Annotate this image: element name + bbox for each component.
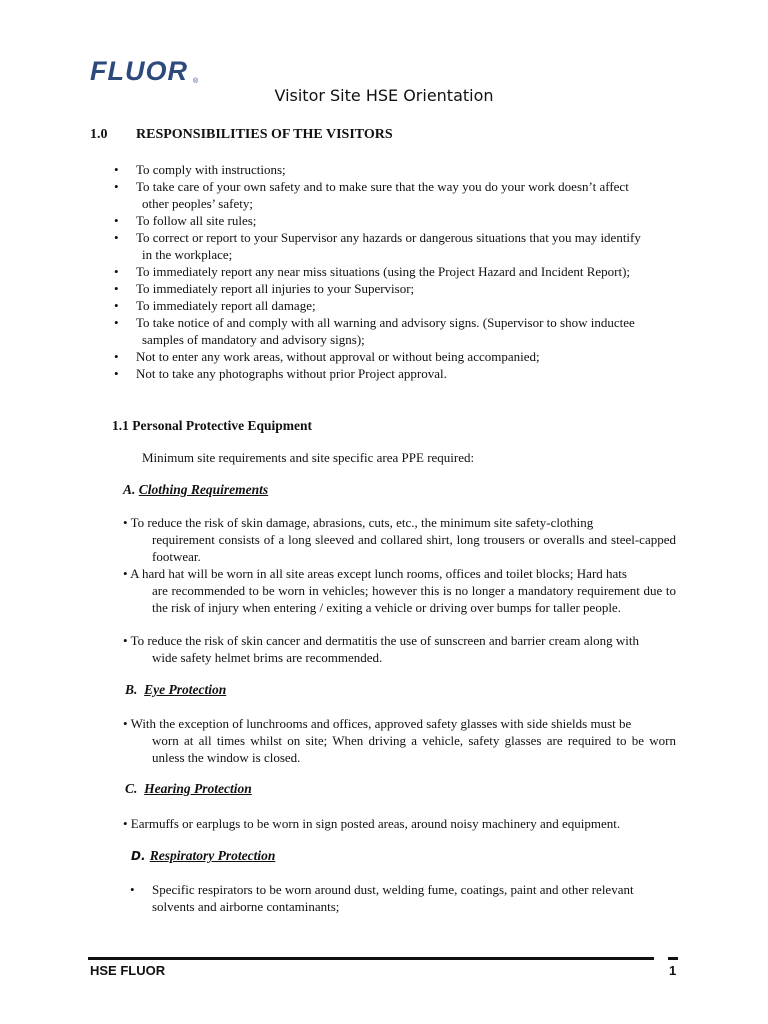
page-number: 1 bbox=[669, 963, 677, 978]
list-item-text: To comply with instructions; bbox=[136, 162, 286, 177]
hearing-item bbox=[123, 815, 676, 832]
list-item-text: Not to enter any work areas, without approval or without being accompanied; bbox=[136, 349, 540, 364]
registered-mark: ® bbox=[193, 78, 199, 85]
respiratory-letter: D. bbox=[131, 849, 146, 863]
bullet-icon: • bbox=[114, 213, 119, 228]
clothing-item-text-cont: requirement consists of a long sleeved and collared shirt, long trousers or overalls and steel-capped footwear. bbox=[152, 532, 676, 564]
ppe-intro: Minimum site requirements and site specific area PPE required: bbox=[142, 450, 475, 465]
bullet-icon: • bbox=[114, 298, 119, 313]
section-1-1-heading: 1.1 Personal Protective Equipment bbox=[112, 418, 312, 433]
section-number: 1.0 bbox=[90, 127, 108, 142]
footer-label: HSE FLUOR bbox=[90, 963, 166, 978]
clothing-item bbox=[123, 632, 676, 666]
responsibilities-list bbox=[0, 161, 768, 382]
clothing-heading bbox=[123, 482, 268, 498]
hearing-heading bbox=[125, 781, 252, 797]
list-item-text: To take care of your own safety and to make sure that the way you do your work doesn’t affect bbox=[136, 179, 629, 194]
bullet-icon: • bbox=[130, 882, 135, 897]
clothing-item bbox=[123, 565, 676, 616]
eye-heading bbox=[125, 682, 226, 698]
list-item bbox=[0, 161, 768, 178]
list-item-text-cont: samples of mandatory and advisory signs); bbox=[142, 332, 365, 347]
list-item bbox=[0, 280, 768, 297]
eye-letter: B. bbox=[125, 682, 138, 697]
bullet-icon: • bbox=[114, 366, 119, 381]
bullet-icon: • bbox=[114, 315, 119, 330]
list-item bbox=[0, 229, 768, 263]
clothing-item-text-cont: are recommended to be worn in vehicles; however this is no longer a mandatory requirement due to the risk of injury when entering / exiting a vehicle or driving over bumps for taller people. bbox=[152, 583, 676, 615]
respiratory-item bbox=[130, 881, 676, 915]
list-item-text: To follow all site rules; bbox=[136, 213, 257, 228]
footer-divider bbox=[88, 957, 654, 960]
clothing-title: Clothing Requirements bbox=[138, 482, 269, 497]
hearing-item-text: • Earmuffs or earplugs to be worn in sign posted areas, around noisy machinery and equipment. bbox=[123, 816, 621, 831]
respiratory-title: Respiratory Protection bbox=[149, 848, 276, 863]
clothing-item-text: • A hard hat will be worn in all site areas except lunch rooms, offices and toilet blocks; Hard hats bbox=[123, 566, 627, 581]
respiratory-item-text: Specific respirators to be worn around dust, welding fume, coatings, paint and other relevant bbox=[152, 882, 634, 897]
bullet-icon: • bbox=[114, 349, 119, 364]
list-item-text-cont: in the workplace; bbox=[142, 247, 233, 262]
respiratory-heading bbox=[131, 848, 275, 864]
section-1-heading bbox=[90, 127, 393, 143]
eye-item-text: • With the exception of lunchrooms and offices, approved safety glasses with side shields must be bbox=[123, 716, 632, 731]
respiratory-item-text-cont: solvents and airborne contaminants; bbox=[152, 899, 340, 914]
list-item-text: To correct or report to your Supervisor any hazards or dangerous situations that you may identify bbox=[136, 230, 641, 245]
list-item-text: To immediately report any near miss situations (using the Project Hazard and Incident Report); bbox=[136, 264, 631, 279]
bullet-icon: • bbox=[114, 230, 119, 245]
page-title: Visitor Site HSE Orientation bbox=[274, 86, 494, 105]
list-item bbox=[0, 263, 768, 280]
list-item bbox=[0, 297, 768, 314]
clothing-item bbox=[123, 514, 676, 565]
bullet-icon: • bbox=[114, 179, 119, 194]
list-item-text: To immediately report all injuries to your Supervisor; bbox=[136, 281, 415, 296]
footer-divider-short bbox=[668, 957, 678, 960]
clothing-item-text: • To reduce the risk of skin cancer and dermatitis the use of sunscreen and barrier cream along with bbox=[123, 633, 639, 648]
list-item-text-cont: other peoples’ safety; bbox=[142, 196, 253, 211]
clothing-letter: A. bbox=[123, 482, 136, 497]
list-item bbox=[0, 178, 768, 212]
bullet-icon: • bbox=[114, 162, 119, 177]
list-item bbox=[0, 314, 768, 348]
eye-title: Eye Protection bbox=[144, 682, 227, 697]
list-item bbox=[0, 365, 768, 382]
list-item-text: To immediately report all damage; bbox=[136, 298, 316, 313]
clothing-item-text-cont: wide safety helmet brims are recommended. bbox=[152, 650, 383, 665]
list-item-text: Not to take any photographs without prior Project approval. bbox=[136, 366, 447, 381]
fluor-logo: FLUOR bbox=[90, 56, 188, 86]
bullet-icon: • bbox=[114, 264, 119, 279]
hearing-title: Hearing Protection bbox=[144, 781, 252, 796]
list-item bbox=[0, 212, 768, 229]
hearing-letter: C. bbox=[125, 781, 138, 796]
eye-item-text-cont: worn at all times whilst on site; When driving a vehicle, safety glasses are required to be worn unless the window is closed. bbox=[152, 733, 676, 765]
list-item-text: To take notice of and comply with all warning and advisory signs. (Supervisor to show inductee bbox=[136, 315, 635, 330]
bullet-icon: • bbox=[114, 281, 119, 296]
clothing-item-text: • To reduce the risk of skin damage, abrasions, cuts, etc., the minimum site safety-clothing bbox=[123, 515, 594, 530]
section-title: RESPONSIBILITIES OF THE VISITORS bbox=[136, 127, 393, 142]
eye-item bbox=[123, 715, 676, 766]
list-item bbox=[0, 348, 768, 365]
